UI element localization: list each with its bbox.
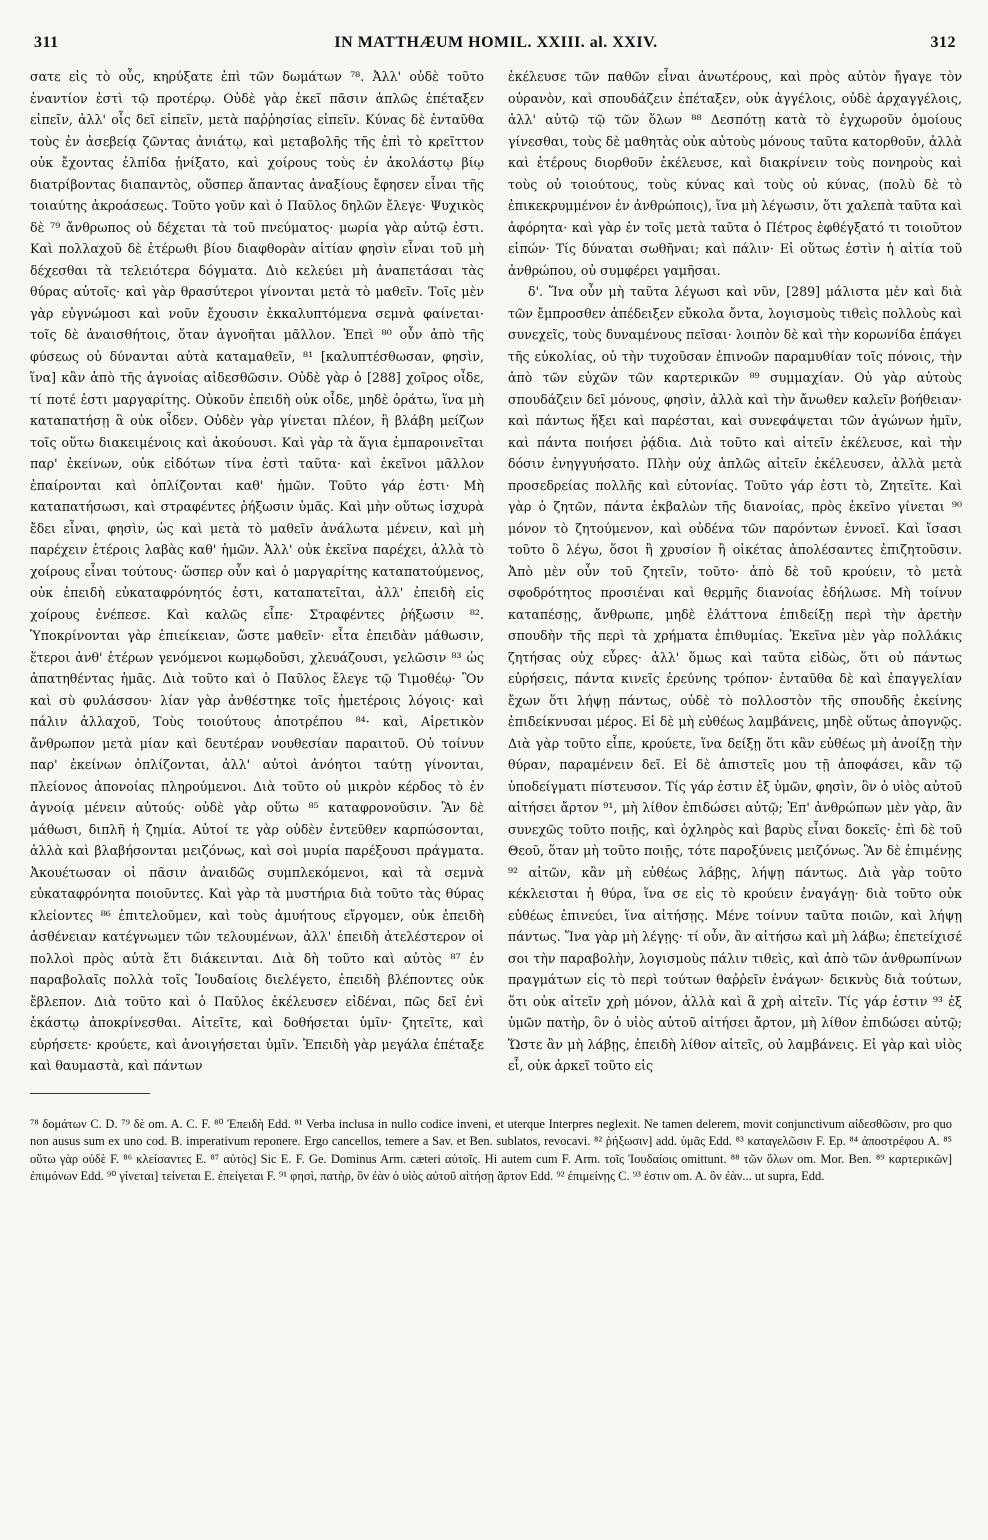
left-column-text: σατε εἰς τὸ οὖς, κηρύξατε ἐπὶ τῶν δωμάτων ⁷⁸. Ἀλλ' οὐδὲ τοῦτο ἐναντίον ἐστὶ τῷ προτέρῳ. Οὐδὲ γὰρ ἐκεῖ πᾶσιν ἁπλῶς ἐπέταξεν εἰπεῖν, ἀλλ' οἷς δεῖ εἰπεῖν, μετὰ παῤῥησίας εἰπεῖν. Κύνας δὲ ἐνταῦθα τοὺς ἐν ἀσεβείᾳ ζῶντας ἀνιάτῳ, καὶ μεταβολῆς τῆς ἐπὶ τὸ κρεῖττον οὐκ ἔχοντας ἐλπίδα ᾐνίξατο, καὶ χοίρους τοὺς ἐν ἀκολάστῳ βίῳ διατρίβοντας διαπαντὸς, οὕσπερ ἅπαντας ἀναξίους ἔφησεν εἶναι τῆς τοιαύτης ἀκροάσεως. Τοῦτο γοῦν καὶ ὁ Παῦλος δηλῶν ἔλεγε· Ψυχικὸς δὲ ⁷⁹ ἄνθρωπος οὐ δέχεται τὰ τοῦ πνεύματος· μωρία γὰρ αὐτῷ ἐστι. Καὶ πολλαχοῦ δὲ ἑτέρωθι βίου διαφθορὰν αἰτίαν φησὶν εἶναι τοῦ μὴ δέχεσθαι τὰ τελειότερα δόγματα. Διὸ κελεύει μὴ ἀναπετάσαι τὰς θύρας αὐτοῖς· καὶ γὰρ θρασύτεροι γίνονται μετὰ τὸ μαθεῖν. Τοῖς μὲν γὰρ εὐγνώμοσι καὶ νοῦν ἔχουσιν ἐκκαλυπτόμενα σεμνὰ φαίνεται· τοῖς δὲ ἀναισθήτοις, ὅταν ἀγνοῆται μᾶλλον. Ἐπεὶ ⁸⁰ οὖν ἀπὸ τῆς φύσεως οὐ δύνανται αὐτὰ καταμαθεῖν, ⁸¹ [καλυπτέσθωσαν, φησὶν, ἵνα] κἂν ἀπὸ τῆς ἀγνοίας αἰδεσθῶσιν. Οὐδὲ γὰρ ὁ [288] χοῖρος οἶδε, τί ποτέ ἐστι μαργαρίτης. Οὐκοῦν ἐπειδὴ οὐκ οἶδε, μηδὲ ὁράτω, ἵνα μὴ καταπατήσῃ ἃ οὐκ οἶδεν. Οὐδὲν γὰρ γίνεται πλέον, ἢ βλάβη μείζων τοῖς οὕτω διακειμένοις καὶ ἀκούουσι. Καὶ γὰρ τὰ ἅγια ἐμπαροινεῖται παρ' ἐκείνων, οὐκ εἰδότων τίνα ἐστὶ ταῦτα· καὶ ἐκεῖνοι μᾶλλον ἐπαίρονται καὶ ὁπλίζονται καθ' ἡμῶν. Τοῦτο γάρ ἐστι· Μὴ καταπατήσωσι, καὶ στραφέντες ῥήξωσιν ὑμᾶς. Καὶ μὴν οὕτως ἰσχυρὰ ἔδει εἶναι, φησὶν, ὡς καὶ μετὰ τὸ μαθεῖν ἀνάλωτα μένειν, καὶ μὴ παρέχειν ἑτέροις λαβὰς καθ' ἡμῶν. Ἀλλ' οὐκ ἐκεῖνα παρέχει, ἀλλὰ τὸ χοίρους εἶναι τούτους· ὥσπερ οὖν καὶ ὁ μαργαρίτης καταπατούμενος, οὐκ ἐπειδὴ εὐκαταφρόνητός ἐστι, καταπατεῖται, ἀλλ' ἐπειδὴ εἰς χοίρους ἐνέπεσε. Καὶ καλῶς εἶπε· Στραφέντες ῥήξωσιν ⁸². Ὑποκρίνονται γὰρ ἐπιείκειαν, ὥστε μαθεῖν· εἶτα ἐπειδὰν μάθωσιν, ἕτεροι ἀνθ' ἑτέρων γενόμενοι κωμῳδοῦσι, χλευάζουσι, γελῶσιν ⁸³ ὡς ἀπατηθέντας ἡμᾶς. Διὰ τοῦτο καὶ ὁ Παῦλος ἔλεγε τῷ Τιμοθέῳ· Ὃν καὶ σὺ φυλάσσου· λίαν γὰρ ἀνθέστηκε τοῖς ἡμετέροις λόγοις· καὶ πάλιν ἀλλαχοῦ, Τοὺς τοιούτους ἀποτρέπου ⁸⁴· καὶ, Αἱρετικὸν ἄνθρωπον μετὰ μίαν καὶ δευτέραν νουθεσίαν παραιτοῦ. Οὐ τοίνυν παρ' ἐκείνων ὁπλίζονται, ἀλλ' αὐτοὶ ἀνόητοι ταύτῃ γίνονται, πλείονος ἀπονοίας πληρούμενοι. Διὰ τοῦτο οὐ μικρὸν κέρδος τὸ ἐν ἀγνοίᾳ μένειν αὐτούς· οὐδὲ γὰρ οὕτω ⁸⁵ καταφρονοῦσιν. Ἂν δὲ μάθωσι, διπλῆ ἡ ζημία. Αὐτοί τε γὰρ οὐδὲν ἐντεῦθεν καρπώσονται, ἀλλὰ καὶ βλαβήσονται μειζόνως, καὶ σοὶ μυρία παρέξουσι πράγματα. Ἀκουέτωσαν οἱ πᾶσιν ἀναιδῶς συμπλεκόμενοι, καὶ τὰ σεμνὰ εὐκαταφρόνητα ποιοῦντες. Καὶ γὰρ τὰ μυστήρια διὰ τοῦτο τὰς θύρας κλείοντες ⁸⁶ ἐπιτελοῦμεν, καὶ τοὺς ἀμυήτους εἴργομεν, οὐκ ἐπειδὴ ἀσθένειαν κατέγνωμεν τῶν τελουμένων, ἀλλ' ἐπειδὴ ἀτελέστερον οἱ πολλοὶ πρὸς αὐτὰ ἔτι διάκεινται. Διὰ δὴ τοῦτο καὶ αὐτὸς ⁸⁷ ἐν παραβολαῖς πολλὰ τοῖς Ἰουδαίοις διελέγετο, ἐπειδὴ βλέποντες οὐκ ἔβλεπον. Διὰ τοῦτο καὶ ὁ Παῦλος ἐκέλευσεν εἰδέναι, πῶς δεῖ ἑνὶ ἑκάστῳ ἀποκρίνεσθαι. Αἰτεῖτε, καὶ δοθήσεται ὑμῖν· ζητεῖτε, καὶ εὑρήσετε· κρούετε, καὶ ἀνοιγήσεται ὑμῖν. Ἐπειδὴ γὰρ μεγάλα ἐπέταξε καὶ θαυμαστὰ, καὶ πάντων	[30, 69, 484, 1073]
left-column	[30, 66, 484, 1077]
right-column-paragraph-1: ἐκέλευσε τῶν παθῶν εἶναι ἀνωτέρους, καὶ πρὸς αὐτὸν ἤγαγε τὸν οὐρανὸν, καὶ σπουδάζειν ἐπέταξεν, οὐκ ἀγγέλοις, οὐδὲ ἀρχαγγέλοις, ἀλλ' αὐτῷ τῷ τῶν ὅλων ⁸⁸ Δεσπότῃ κατὰ τὸ ἐγχωροῦν ὁμοίους γίνεσθαι, τοὺς δὲ μαθητὰς οὐκ αὐτοὺς μόνους ταῦτα κατορθοῦν, ἀλλὰ καὶ ἑτέρους διορθοῦν ἐκέλευσε, καὶ διακρίνειν τοὺς πονηροὺς καὶ τοὺς οὐ τοιούτους, τοὺς κύνας καὶ τοὺς οὐ κύνας, (πολὺ δὲ τὸ ἐπικεκρυμμένον ἐν ἀνθρώποις), ἵνα μὴ λέγωσιν, ὅτι χαλεπὰ ταῦτα καὶ ἀφόρητα· καὶ γὰρ ἐν τοῖς μετὰ ταῦτα ὁ Πέτρος ἐφθέγξατό τι τοιοῦτον εἰπών· Τίς δύναται σωθῆναι; καὶ πάλιν· Εἰ οὕτως ἐστὶν ἡ αἰτία τοῦ ἀνθρώπου, οὐ συμφέρει γαμῆσαι.	[508, 69, 962, 278]
running-header	[30, 34, 962, 58]
footnotes-text: ⁷⁸ δομάτων C. D. ⁷⁹ δὲ om. A. C. F. ⁸⁰ Ἐπειδὴ Edd. ⁸¹ Verba inclusa in nullo codice inveni, et uterque Interpres neglexit. Ne tamen delerem, movit conjunctivum αἰδεσθῶσιν, pro quo non ausus sum ex uno cod. B. imperativum reponere. Ergo cancellos, temere a Sav. et Ben. sublatos, revocavi. ⁸² ῥήξωσιν] add. ὑμᾶς Edd. ⁸³ καταγελῶσιν F. Ep. ⁸⁴ ἀποστρέφου A. ⁸⁵ οὕτω γὰρ οὐδὲ F. ⁸⁶ κλείσαντες E. ⁸⁷ αὐτὸς] Sic E. F. Ge. Dominus Arm. cæteri αὐτοῖς. Hi autem cum F. Arm. τοῖς Ἰουδαίοις omittunt. ⁸⁸ τῶν ὅλων om. Mor. Ben. ⁸⁹ καρτερικῶν] ἐπιμόνων Edd. ⁹⁰ γίνεται] τείνεται E. ἐπείγεται F. ⁹¹ φησὶ, πατὴρ, ὃν ἐὰν ὁ υἱὸς αὐτοῦ αἰτήσῃ ἄρτον Edd. ⁹² ἐπιμείνῃς C. ⁹³ ἐστιν om. A. ὃν ἐὰν... ut supra, Edd.	[30, 1116, 952, 1183]
footnotes	[30, 1116, 962, 1186]
text-columns	[30, 66, 962, 1077]
page-number-left: 311	[34, 34, 59, 51]
running-title: IN MATTHÆUM HOMIL. XXIII. al. XXIV.	[334, 34, 658, 51]
page-number-right: 312	[930, 34, 956, 51]
right-column	[508, 66, 962, 1077]
footnote-rule	[30, 1093, 150, 1094]
right-column-paragraph-2: δ'. Ἵνα οὖν μὴ ταῦτα λέγωσι καὶ νῦν, [289] μάλιστα μὲν καὶ διὰ τῶν ἔμπροσθεν ἀπέδειξεν εὔκολα ὄντα, λογισμοὺς τιθεὶς πολλοὺς καὶ συνεχεῖς, τοὺς δυναμένους πεῖσαι· λοιπὸν δὲ καὶ τὴν κορωνίδα ἐπάγει τῆς εὐκολίας, οὐ τὴν τυχοῦσαν ἐπινοῶν παραμυθίαν τοῖς πόνοις, τὴν ἀπὸ τῶν εὐχῶν τῶν καρτερικῶν ⁸⁹ συμμαχίαν. Οὐ γὰρ αὐτοὺς σπουδάζειν δεῖ μόνους, φησὶν, ἀλλὰ καὶ τὴν ἄνωθεν καλεῖν βοήθειαν· καὶ πάντως ἥξει καὶ παρέσται, καὶ συνεφάψεται τῶν ἀγώνων ἡμῖν, καὶ πάντα ποιήσει ῥᾴδια. Διὰ τοῦτο καὶ αἰτεῖν ἐκέλευσε, καὶ τὴν δόσιν ἐνηγγυήσατο. Πλὴν οὐχ ἁπλῶς αἰτεῖν ἐκέλευσεν, ἀλλὰ μετὰ προσεδρείας πολλῆς καὶ εὐτονίας. Τοῦτο γάρ ἐστι τὸ, Ζητεῖτε. Καὶ γὰρ ὁ ζητῶν, πάντα ἐκβαλὼν τῆς διανοίας, πρὸς ἐκεῖνο γίνεται ⁹⁰ μόνον τὸ ζητούμενον, καὶ οὐδένα τῶν παρόντων ἐννοεῖ. Καὶ ἴσασι τοῦτο ὃ λέγω, ὅσοι ἢ χρυσίον ἢ οἰκέτας ἀπολέσαντες ἐπιζητοῦσιν. Ἀπὸ μὲν οὖν τοῦ ζητεῖν, τοῦτο· ἀπὸ δὲ τοῦ κρούειν, τὸ μετὰ σφοδρότητος προσιέναι καὶ θερμῆς διανοίας ἐδήλωσε. Μὴ τοίνυν καταπέσῃς, ἄνθρωπε, μηδὲ ἐλάττονα ἐπιδείξῃ περὶ τὴν ἀρετὴν σπουδὴν τῆς περὶ τὰ χρήματα ἐπιθυμίας. Ἐκεῖνα μὲν γὰρ πολλάκις ζητήσας οὐχ εὗρες· ἀλλ' ὅμως καὶ ταῦτα εἰδὼς, ὅτι οὐ πάντως εὑρήσεις, πάντα κινεῖς ἐρεύνης τρόπον· ἐνταῦθα δὲ καὶ ἐπαγγελίαν ἔχων ὅτι λήψῃ πάντως, οὐδὲ τὸ πολλοστὸν τῆς σπουδῆς ἐκείνης ἐπιδείκνυσαι μέρος. Εἰ δὲ μὴ εὐθέως λαμβάνεις, μηδὲ οὕτως ἀπογνῷς. Διὰ γὰρ τοῦτο εἶπε, κρούετε, ἵνα δείξῃ ὅτι κἂν εὐθέως μὴ ἀνοίξῃ τὴν θύραν, παραμένειν δεῖ. Εἰ δὲ ἀπιστεῖς μου τῇ ἀποφάσει, κἂν τῷ ὑποδείγματι πίστευσον. Τίς γάρ ἐστιν ἐξ ὑμῶν, φησὶν, ὃν ὁ υἱὸς αὐτοῦ αἰτήσει ἄρτον ⁹¹, μὴ λίθον ἐπιδώσει αὐτῷ; Ἐπ' ἀνθρώπων μὲν γὰρ, ἂν συνεχῶς τοῦτο ποιῇς, καὶ ὀχληρὸς καὶ βαρὺς εἶναι δοκεῖς· ἐπὶ δὲ τοῦ Θεοῦ, ὅταν μὴ τοῦτο ποιῇς, τότε παροξύνεις μειζόνως. Ἂν δὲ ἐπιμένῃς ⁹² αἰτῶν, κἂν μὴ εὐθέως λάβῃς, λήψῃ πάντως. Διὰ γὰρ τοῦτο κέκλεισται ἡ θύρα, ἵνα σε εἰς τὸ κρούειν ἐναγάγῃ· διὰ τοῦτο οὐκ εὐθέως ἐπινεύει, ἵνα αἰτήσῃς. Μένε τοίνυν ταῦτα ποιῶν, καὶ λήψῃ πάντως. Ἵνα γὰρ μὴ λέγῃς· τί οὖν, ἂν αἰτήσω καὶ μὴ λάβω; ἐπετείχισέ σοι τὴν παραβολὴν, λογισμοὺς πάλιν τιθεὶς, καὶ ἀπὸ τῶν ἀνθρωπίνων πραγμάτων εἰς τὸ περὶ τούτων θαῤῥεῖν ἐνάγων· δεικνὺς διὰ τούτων, ὅτι οὐκ αἰτεῖν χρὴ μόνον, ἀλλὰ καὶ ἃ χρὴ αἰτεῖν. Τίς γάρ ἐστιν ⁹³ ἐξ ὑμῶν πατὴρ, ὃν ὁ υἱὸς αὐτοῦ αἰτήσει ἄρτον, μὴ λίθον ἐπιδώσει αὐτῷ; Ὥστε ἂν μὴ λάβῃς, ἐπειδὴ λίθον αἰτεῖς, οὐ λαμβάνεις. Εἰ γὰρ καὶ υἱὸς εἶ, οὐκ ἀρκεῖ τοῦτο εἰς	[508, 284, 962, 1073]
